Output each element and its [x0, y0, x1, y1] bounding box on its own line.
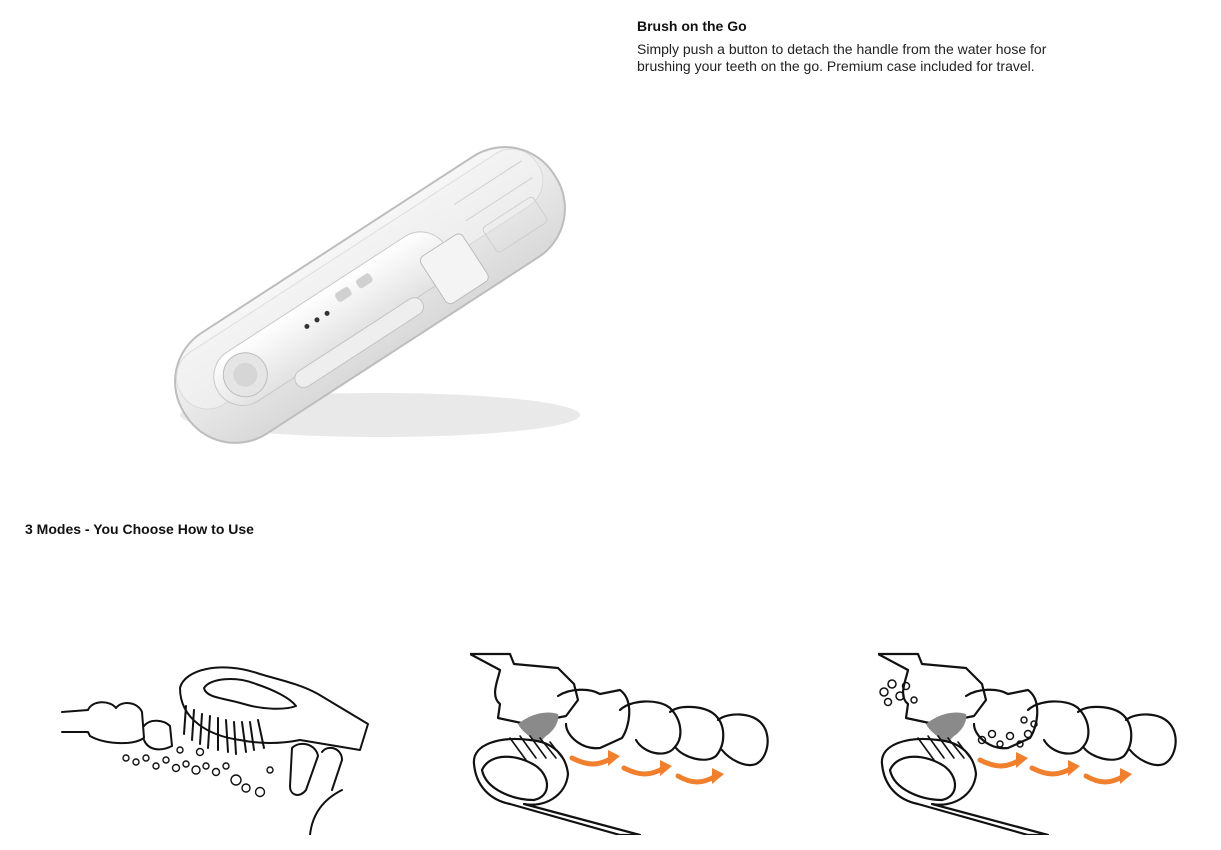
modes-heading: 3 Modes - You Choose How to Use: [25, 521, 254, 537]
brushing-with-water-flow-illustration: [470, 640, 790, 835]
water-flossing-illustration: [878, 640, 1198, 835]
feature-title: Brush on the Go: [637, 18, 747, 34]
brushing-illustration: [60, 640, 380, 835]
travel-case-product-image: [150, 115, 590, 450]
feature-description: Simply push a button to detach the handle from the water hose for brushing your teeth on the go. Premium case included for travel.: [637, 41, 1047, 74]
feature-brush-on-the-go: [637, 17, 1097, 75]
